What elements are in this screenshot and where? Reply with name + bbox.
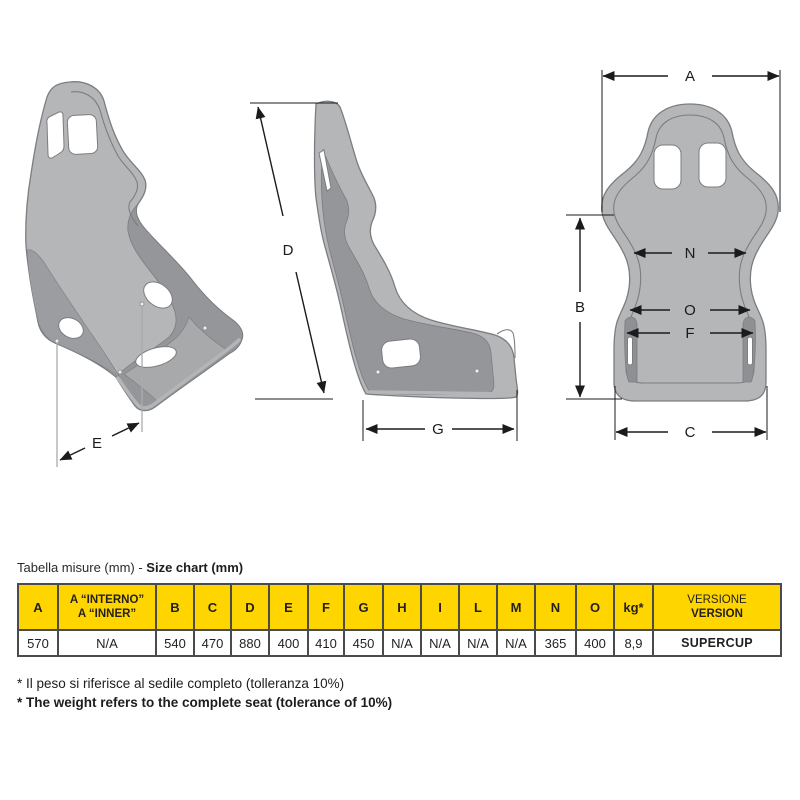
- seat-bottom-rim: [370, 392, 508, 394]
- value-a: 570: [18, 630, 58, 656]
- value-i: N/A: [421, 630, 459, 656]
- seat-front-view: [566, 68, 780, 441]
- value-e: 400: [269, 630, 308, 656]
- dim-label-d: D: [282, 242, 294, 259]
- value-g: 450: [344, 630, 383, 656]
- header-version-line2: VERSION: [691, 608, 743, 620]
- value-b: 540: [156, 630, 194, 656]
- rivet: [55, 339, 59, 343]
- value-d: 880: [231, 630, 269, 656]
- header-a-inner-line2: A “INNER”: [77, 608, 137, 620]
- header-o: O: [576, 584, 614, 630]
- rivet: [118, 370, 122, 374]
- header-a-inner-line1: A “INTERNO”: [69, 594, 145, 606]
- value-h: N/A: [383, 630, 421, 656]
- header-h: H: [383, 584, 421, 630]
- value-l: N/A: [459, 630, 497, 656]
- dim-label-o: O: [684, 302, 696, 319]
- dim-label-n: N: [684, 245, 696, 262]
- header-g: G: [344, 584, 383, 630]
- header-m: M: [497, 584, 535, 630]
- values-row: [18, 630, 781, 656]
- seat-side-view: [250, 101, 518, 441]
- footnote-en: * The weight refers to the complete seat (tolerance of 10%): [17, 695, 393, 710]
- headrest-hole-right: [67, 114, 98, 154]
- dim-label-g: G: [432, 421, 444, 438]
- dim-label-f: F: [685, 325, 695, 342]
- header-d: D: [231, 584, 269, 630]
- header-l: L: [459, 584, 497, 630]
- header-i: I: [421, 584, 459, 630]
- rivet: [203, 326, 207, 330]
- headrest-hole-left: [47, 112, 64, 158]
- headrest-hole-left: [654, 145, 681, 189]
- table-title: [17, 560, 243, 575]
- seat-three-quarter-view: [26, 82, 243, 467]
- value-o: 400: [576, 630, 614, 656]
- value-c: 470: [194, 630, 231, 656]
- size-table: [17, 583, 782, 657]
- header-kg: kg*: [614, 584, 653, 630]
- harness-slot-right: [748, 337, 753, 365]
- value-a-inner: N/A: [58, 630, 156, 656]
- value-version: SUPERCUP: [653, 630, 781, 656]
- value-n: 365: [535, 630, 576, 656]
- table-title-en: Size chart (mm): [146, 560, 244, 575]
- header-a: A: [18, 584, 58, 630]
- harness-slot-left: [628, 337, 633, 365]
- dim-label-a: A: [684, 68, 696, 85]
- header-row: [18, 584, 781, 630]
- header-b: B: [156, 584, 194, 630]
- rivet: [140, 302, 144, 306]
- footnotes: [17, 674, 392, 712]
- header-version: [653, 584, 781, 630]
- value-kg: 8,9: [614, 630, 653, 656]
- header-a-inner: [58, 584, 156, 630]
- header-f: F: [308, 584, 344, 630]
- rivet: [475, 369, 479, 373]
- header-n: N: [535, 584, 576, 630]
- header-e: E: [269, 584, 308, 630]
- value-f: 410: [308, 630, 344, 656]
- dim-label-c: C: [684, 424, 696, 441]
- dim-label-b: B: [574, 299, 586, 316]
- footnote-it: * Il peso si riferisce al sedile completo (tolleranza 10%): [17, 676, 345, 691]
- header-version-line1: VERSIONE: [687, 594, 747, 606]
- table-title-it: Tabella misure (mm) -: [17, 560, 147, 575]
- value-m: N/A: [497, 630, 535, 656]
- headrest-hole-right: [699, 143, 726, 187]
- dim-label-e: E: [91, 435, 103, 452]
- belt-hole-side: [381, 338, 422, 369]
- header-c: C: [194, 584, 231, 630]
- rivet: [376, 370, 380, 374]
